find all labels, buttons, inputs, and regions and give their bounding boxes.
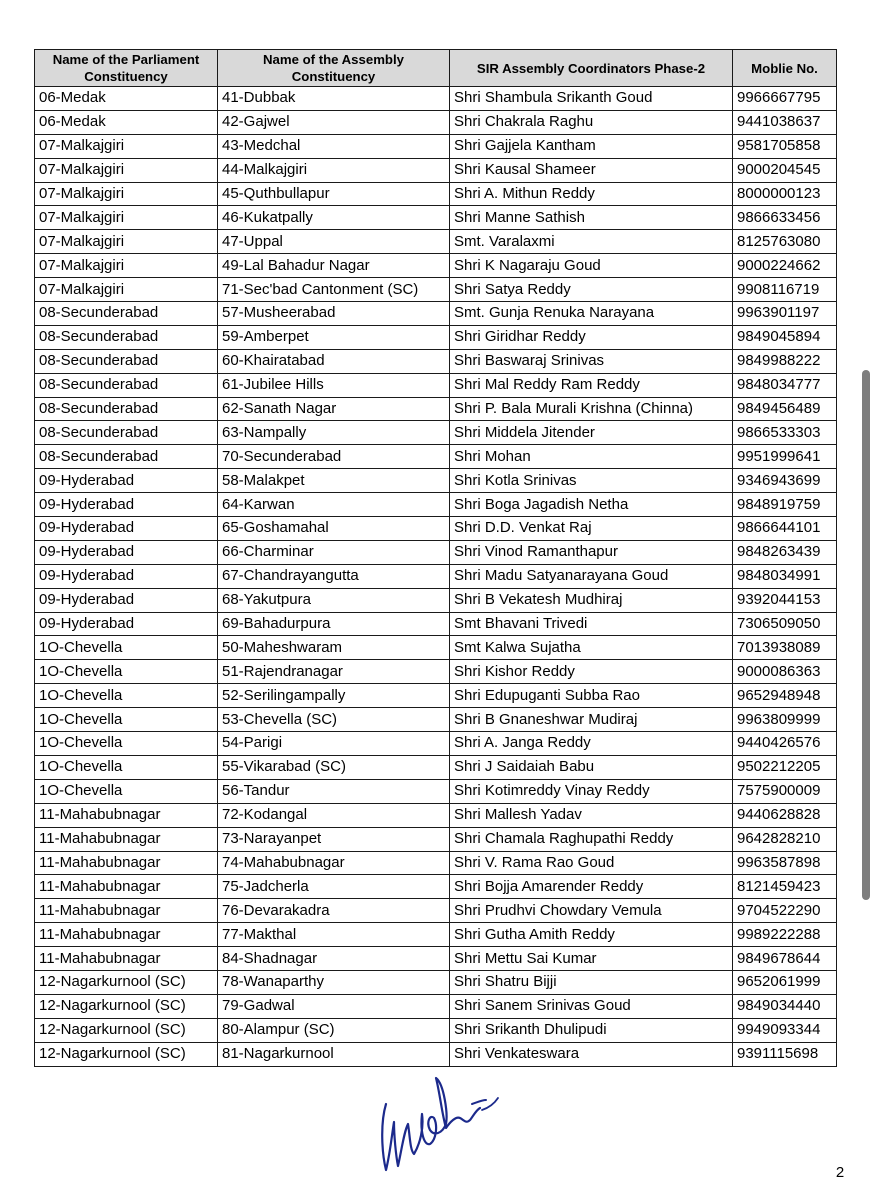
mobile-number-cell: 9392044153 [733, 588, 837, 612]
parliament-constituency-cell: 12-Nagarkurnool (SC) [35, 970, 218, 994]
coordinator-name-cell: Shri Chamala Raghupathi Reddy [450, 827, 733, 851]
table-row [35, 278, 837, 302]
table-row [35, 87, 837, 111]
coordinator-name-cell: Smt. Gunja Renuka Narayana [450, 302, 733, 326]
assembly-constituency-cell: 67-Chandrayangutta [218, 564, 450, 588]
parliament-constituency-cell: 08-Secunderabad [35, 373, 218, 397]
assembly-constituency-cell: 64-Karwan [218, 493, 450, 517]
assembly-constituency-cell: 60-Khairatabad [218, 349, 450, 373]
assembly-constituency-cell: 76-Devarakadra [218, 899, 450, 923]
mobile-number-cell: 9440628828 [733, 803, 837, 827]
mobile-number-cell: 9000204545 [733, 158, 837, 182]
assembly-constituency-cell: 75-Jadcherla [218, 875, 450, 899]
mobile-number-cell: 9849034440 [733, 994, 837, 1018]
coordinator-name-cell: Shri B Vekatesh Mudhiraj [450, 588, 733, 612]
mobile-number-cell: 9849045894 [733, 325, 837, 349]
assembly-constituency-cell: 59-Amberpet [218, 325, 450, 349]
parliament-constituency-cell: 1O-Chevella [35, 708, 218, 732]
header-row [35, 50, 837, 87]
mobile-number-cell: 9441038637 [733, 110, 837, 134]
parliament-constituency-cell: 1O-Chevella [35, 779, 218, 803]
header-parliament-constituency: Name of the Parliament Constituency [35, 50, 218, 87]
mobile-number-cell: 9848263439 [733, 540, 837, 564]
parliament-constituency-cell: 11-Mahabubnagar [35, 899, 218, 923]
coordinator-name-cell: Shri Vinod Ramanthapur [450, 540, 733, 564]
assembly-constituency-cell: 81-Nagarkurnool [218, 1042, 450, 1066]
parliament-constituency-cell: 12-Nagarkurnool (SC) [35, 1018, 218, 1042]
assembly-constituency-cell: 55-Vikarabad (SC) [218, 755, 450, 779]
parliament-constituency-cell: 11-Mahabubnagar [35, 923, 218, 947]
coordinator-name-cell: Shri Edupuganti Subba Rao [450, 684, 733, 708]
mobile-number-cell: 9000224662 [733, 254, 837, 278]
mobile-number-cell: 9963587898 [733, 851, 837, 875]
parliament-constituency-cell: 07-Malkajgiri [35, 278, 218, 302]
table-row [35, 469, 837, 493]
table-row [35, 1042, 837, 1066]
parliament-constituency-cell: 1O-Chevella [35, 636, 218, 660]
coordinator-name-cell: Smt Bhavani Trivedi [450, 612, 733, 636]
coordinator-name-cell: Shri Mettu Sai Kumar [450, 947, 733, 971]
parliament-constituency-cell: 1O-Chevella [35, 732, 218, 756]
mobile-number-cell: 9951999641 [733, 445, 837, 469]
parliament-constituency-cell: 08-Secunderabad [35, 445, 218, 469]
coordinator-name-cell: Shri Kishor Reddy [450, 660, 733, 684]
parliament-constituency-cell: 09-Hyderabad [35, 588, 218, 612]
parliament-constituency-cell: 11-Mahabubnagar [35, 875, 218, 899]
coordinator-name-cell: Shri Madu Satyanarayana Goud [450, 564, 733, 588]
parliament-constituency-cell: 07-Malkajgiri [35, 158, 218, 182]
parliament-constituency-cell: 1O-Chevella [35, 755, 218, 779]
parliament-constituency-cell: 08-Secunderabad [35, 302, 218, 326]
parliament-constituency-cell: 08-Secunderabad [35, 421, 218, 445]
mobile-number-cell: 9391115698 [733, 1042, 837, 1066]
mobile-number-cell: 9346943699 [733, 469, 837, 493]
mobile-number-cell: 7013938089 [733, 636, 837, 660]
header-mobile: Moblie No. [733, 50, 837, 87]
coordinator-name-cell: Shri Mallesh Yadav [450, 803, 733, 827]
assembly-constituency-cell: 68-Yakutpura [218, 588, 450, 612]
coordinator-name-cell: Shri Srikanth Dhulipudi [450, 1018, 733, 1042]
mobile-number-cell: 7575900009 [733, 779, 837, 803]
parliament-constituency-cell: 07-Malkajgiri [35, 182, 218, 206]
parliament-constituency-cell: 08-Secunderabad [35, 349, 218, 373]
parliament-constituency-cell: 08-Secunderabad [35, 325, 218, 349]
table-row [35, 397, 837, 421]
mobile-number-cell: 9502212205 [733, 755, 837, 779]
table-row [35, 230, 837, 254]
mobile-number-cell: 9440426576 [733, 732, 837, 756]
mobile-number-cell: 7306509050 [733, 612, 837, 636]
table-row [35, 779, 837, 803]
mobile-number-cell: 9866644101 [733, 517, 837, 541]
mobile-number-cell: 9989222288 [733, 923, 837, 947]
coordinator-name-cell: Shri A. Mithun Reddy [450, 182, 733, 206]
table-row [35, 732, 837, 756]
mobile-number-cell: 9642828210 [733, 827, 837, 851]
coordinator-name-cell: Shri Kausal Shameer [450, 158, 733, 182]
table-row [35, 302, 837, 326]
coordinator-name-cell: Shri Kotla Srinivas [450, 469, 733, 493]
mobile-number-cell: 9849988222 [733, 349, 837, 373]
table-row [35, 947, 837, 971]
parliament-constituency-cell: 11-Mahabubnagar [35, 851, 218, 875]
coordinator-name-cell: Shri P. Bala Murali Krishna (Chinna) [450, 397, 733, 421]
coordinator-name-cell: Shri Bojja Amarender Reddy [450, 875, 733, 899]
table-row [35, 254, 837, 278]
mobile-number-cell: 9963901197 [733, 302, 837, 326]
coordinator-name-cell: Shri Baswaraj Srinivas [450, 349, 733, 373]
assembly-constituency-cell: 78-Wanaparthy [218, 970, 450, 994]
coordinator-name-cell: Shri Mohan [450, 445, 733, 469]
table-row [35, 1018, 837, 1042]
coordinator-name-cell: Shri D.D. Venkat Raj [450, 517, 733, 541]
assembly-constituency-cell: 53-Chevella (SC) [218, 708, 450, 732]
parliament-constituency-cell: 12-Nagarkurnool (SC) [35, 1042, 218, 1066]
assembly-constituency-cell: 46-Kukatpally [218, 206, 450, 230]
coordinator-name-cell: Shri Sanem Srinivas Goud [450, 994, 733, 1018]
parliament-constituency-cell: 1O-Chevella [35, 660, 218, 684]
mobile-number-cell: 9949093344 [733, 1018, 837, 1042]
table-row [35, 325, 837, 349]
table-row [35, 899, 837, 923]
table-row [35, 349, 837, 373]
parliament-constituency-cell: 07-Malkajgiri [35, 254, 218, 278]
assembly-constituency-cell: 65-Goshamahal [218, 517, 450, 541]
parliament-constituency-cell: 09-Hyderabad [35, 493, 218, 517]
mobile-number-cell: 8121459423 [733, 875, 837, 899]
table-row [35, 851, 837, 875]
parliament-constituency-cell: 12-Nagarkurnool (SC) [35, 994, 218, 1018]
assembly-constituency-cell: 43-Medchal [218, 134, 450, 158]
coordinator-name-cell: Shri Prudhvi Chowdary Vemula [450, 899, 733, 923]
table-row [35, 803, 837, 827]
assembly-constituency-cell: 54-Parigi [218, 732, 450, 756]
mobile-number-cell: 9652061999 [733, 970, 837, 994]
mobile-number-cell: 9849678644 [733, 947, 837, 971]
parliament-constituency-cell: 11-Mahabubnagar [35, 947, 218, 971]
scrollbar-thumb[interactable] [862, 370, 870, 900]
mobile-number-cell: 9866533303 [733, 421, 837, 445]
table-row [35, 923, 837, 947]
parliament-constituency-cell: 09-Hyderabad [35, 469, 218, 493]
coordinator-name-cell: Shri Satya Reddy [450, 278, 733, 302]
table-row [35, 564, 837, 588]
parliament-constituency-cell: 11-Mahabubnagar [35, 827, 218, 851]
coordinator-name-cell: Shri Shatru Bijji [450, 970, 733, 994]
coordinator-name-cell: Shri Shambula Srikanth Goud [450, 87, 733, 111]
mobile-number-cell: 9704522290 [733, 899, 837, 923]
assembly-constituency-cell: 84-Shadnagar [218, 947, 450, 971]
assembly-constituency-cell: 50-Maheshwaram [218, 636, 450, 660]
table-row [35, 445, 837, 469]
parliament-constituency-cell: 06-Medak [35, 110, 218, 134]
parliament-constituency-cell: 09-Hyderabad [35, 517, 218, 541]
assembly-constituency-cell: 62-Sanath Nagar [218, 397, 450, 421]
table-row [35, 827, 837, 851]
assembly-constituency-cell: 58-Malakpet [218, 469, 450, 493]
table-row [35, 660, 837, 684]
coordinator-name-cell: Shri V. Rama Rao Goud [450, 851, 733, 875]
assembly-constituency-cell: 66-Charminar [218, 540, 450, 564]
mobile-number-cell: 9966667795 [733, 87, 837, 111]
coordinator-name-cell: Shri A. Janga Reddy [450, 732, 733, 756]
parliament-constituency-cell: 1O-Chevella [35, 684, 218, 708]
assembly-constituency-cell: 57-Musheerabad [218, 302, 450, 326]
assembly-constituency-cell: 71-Sec'bad Cantonment (SC) [218, 278, 450, 302]
table-row [35, 517, 837, 541]
mobile-number-cell: 9000086363 [733, 660, 837, 684]
mobile-number-cell: 9581705858 [733, 134, 837, 158]
scrollbar[interactable] [858, 0, 872, 1200]
coordinator-name-cell: Shri Kotimreddy Vinay Reddy [450, 779, 733, 803]
assembly-constituency-cell: 45-Quthbullapur [218, 182, 450, 206]
assembly-constituency-cell: 52-Serilingampally [218, 684, 450, 708]
assembly-constituency-cell: 49-Lal Bahadur Nagar [218, 254, 450, 278]
assembly-constituency-cell: 61-Jubilee Hills [218, 373, 450, 397]
assembly-constituency-cell: 69-Bahadurpura [218, 612, 450, 636]
mobile-number-cell: 9908116719 [733, 278, 837, 302]
coordinators-table [34, 49, 837, 1067]
table-row [35, 110, 837, 134]
assembly-constituency-cell: 56-Tandur [218, 779, 450, 803]
parliament-constituency-cell: 07-Malkajgiri [35, 206, 218, 230]
assembly-constituency-cell: 74-Mahabubnagar [218, 851, 450, 875]
parliament-constituency-cell: 09-Hyderabad [35, 612, 218, 636]
header-coordinator: SIR Assembly Coordinators Phase-2 [450, 50, 733, 87]
coordinator-name-cell: Smt. Varalaxmi [450, 230, 733, 254]
signature [372, 1074, 500, 1178]
parliament-constituency-cell: 08-Secunderabad [35, 397, 218, 421]
coordinator-name-cell: Shri Gajjela Kantham [450, 134, 733, 158]
assembly-constituency-cell: 63-Nampally [218, 421, 450, 445]
table-row [35, 206, 837, 230]
assembly-constituency-cell: 77-Makthal [218, 923, 450, 947]
coordinator-name-cell: Shri Giridhar Reddy [450, 325, 733, 349]
assembly-constituency-cell: 41-Dubbak [218, 87, 450, 111]
table-row [35, 684, 837, 708]
header-assembly-constituency: Name of the Assembly Constituency [218, 50, 450, 87]
table-body [35, 87, 837, 1067]
table-row [35, 373, 837, 397]
table-row [35, 158, 837, 182]
coordinator-name-cell: Shri Middela Jitender [450, 421, 733, 445]
table-row [35, 493, 837, 517]
table-row [35, 708, 837, 732]
coordinator-name-cell: Shri J Saidaiah Babu [450, 755, 733, 779]
coordinator-name-cell: Shri Mal Reddy Ram Reddy [450, 373, 733, 397]
mobile-number-cell: 9849456489 [733, 397, 837, 421]
coordinator-name-cell: Smt Kalwa Sujatha [450, 636, 733, 660]
mobile-number-cell: 8125763080 [733, 230, 837, 254]
coordinator-name-cell: Shri B Gnaneshwar Mudiraj [450, 708, 733, 732]
assembly-constituency-cell: 44-Malkajgiri [218, 158, 450, 182]
table-row [35, 134, 837, 158]
table-row [35, 612, 837, 636]
coordinator-name-cell: Shri Chakrala Raghu [450, 110, 733, 134]
coordinator-name-cell: Shri K Nagaraju Goud [450, 254, 733, 278]
page-number: 2 [835, 1164, 845, 1181]
parliament-constituency-cell: 09-Hyderabad [35, 540, 218, 564]
mobile-number-cell: 9963809999 [733, 708, 837, 732]
parliament-constituency-cell: 07-Malkajgiri [35, 134, 218, 158]
mobile-number-cell: 9866633456 [733, 206, 837, 230]
assembly-constituency-cell: 42-Gajwel [218, 110, 450, 134]
assembly-constituency-cell: 72-Kodangal [218, 803, 450, 827]
mobile-number-cell: 9848034991 [733, 564, 837, 588]
assembly-constituency-cell: 47-Uppal [218, 230, 450, 254]
table-row [35, 875, 837, 899]
table-row [35, 182, 837, 206]
coordinator-name-cell: Shri Boga Jagadish Netha [450, 493, 733, 517]
mobile-number-cell: 9848034777 [733, 373, 837, 397]
coordinator-name-cell: Shri Venkateswara [450, 1042, 733, 1066]
assembly-constituency-cell: 70-Secunderabad [218, 445, 450, 469]
table-row [35, 636, 837, 660]
table-header [35, 50, 837, 87]
parliament-constituency-cell: 06-Medak [35, 87, 218, 111]
assembly-constituency-cell: 51-Rajendranagar [218, 660, 450, 684]
table-row [35, 540, 837, 564]
coordinator-name-cell: Shri Gutha Amith Reddy [450, 923, 733, 947]
parliament-constituency-cell: 09-Hyderabad [35, 564, 218, 588]
coordinator-name-cell: Shri Manne Sathish [450, 206, 733, 230]
table-row [35, 421, 837, 445]
parliament-constituency-cell: 11-Mahabubnagar [35, 803, 218, 827]
table-row [35, 970, 837, 994]
table-row [35, 755, 837, 779]
parliament-constituency-cell: 07-Malkajgiri [35, 230, 218, 254]
assembly-constituency-cell: 73-Narayanpet [218, 827, 450, 851]
mobile-number-cell: 9652948948 [733, 684, 837, 708]
table-row [35, 994, 837, 1018]
mobile-number-cell: 8000000123 [733, 182, 837, 206]
table-row [35, 588, 837, 612]
assembly-constituency-cell: 79-Gadwal [218, 994, 450, 1018]
mobile-number-cell: 9848919759 [733, 493, 837, 517]
assembly-constituency-cell: 80-Alampur (SC) [218, 1018, 450, 1042]
